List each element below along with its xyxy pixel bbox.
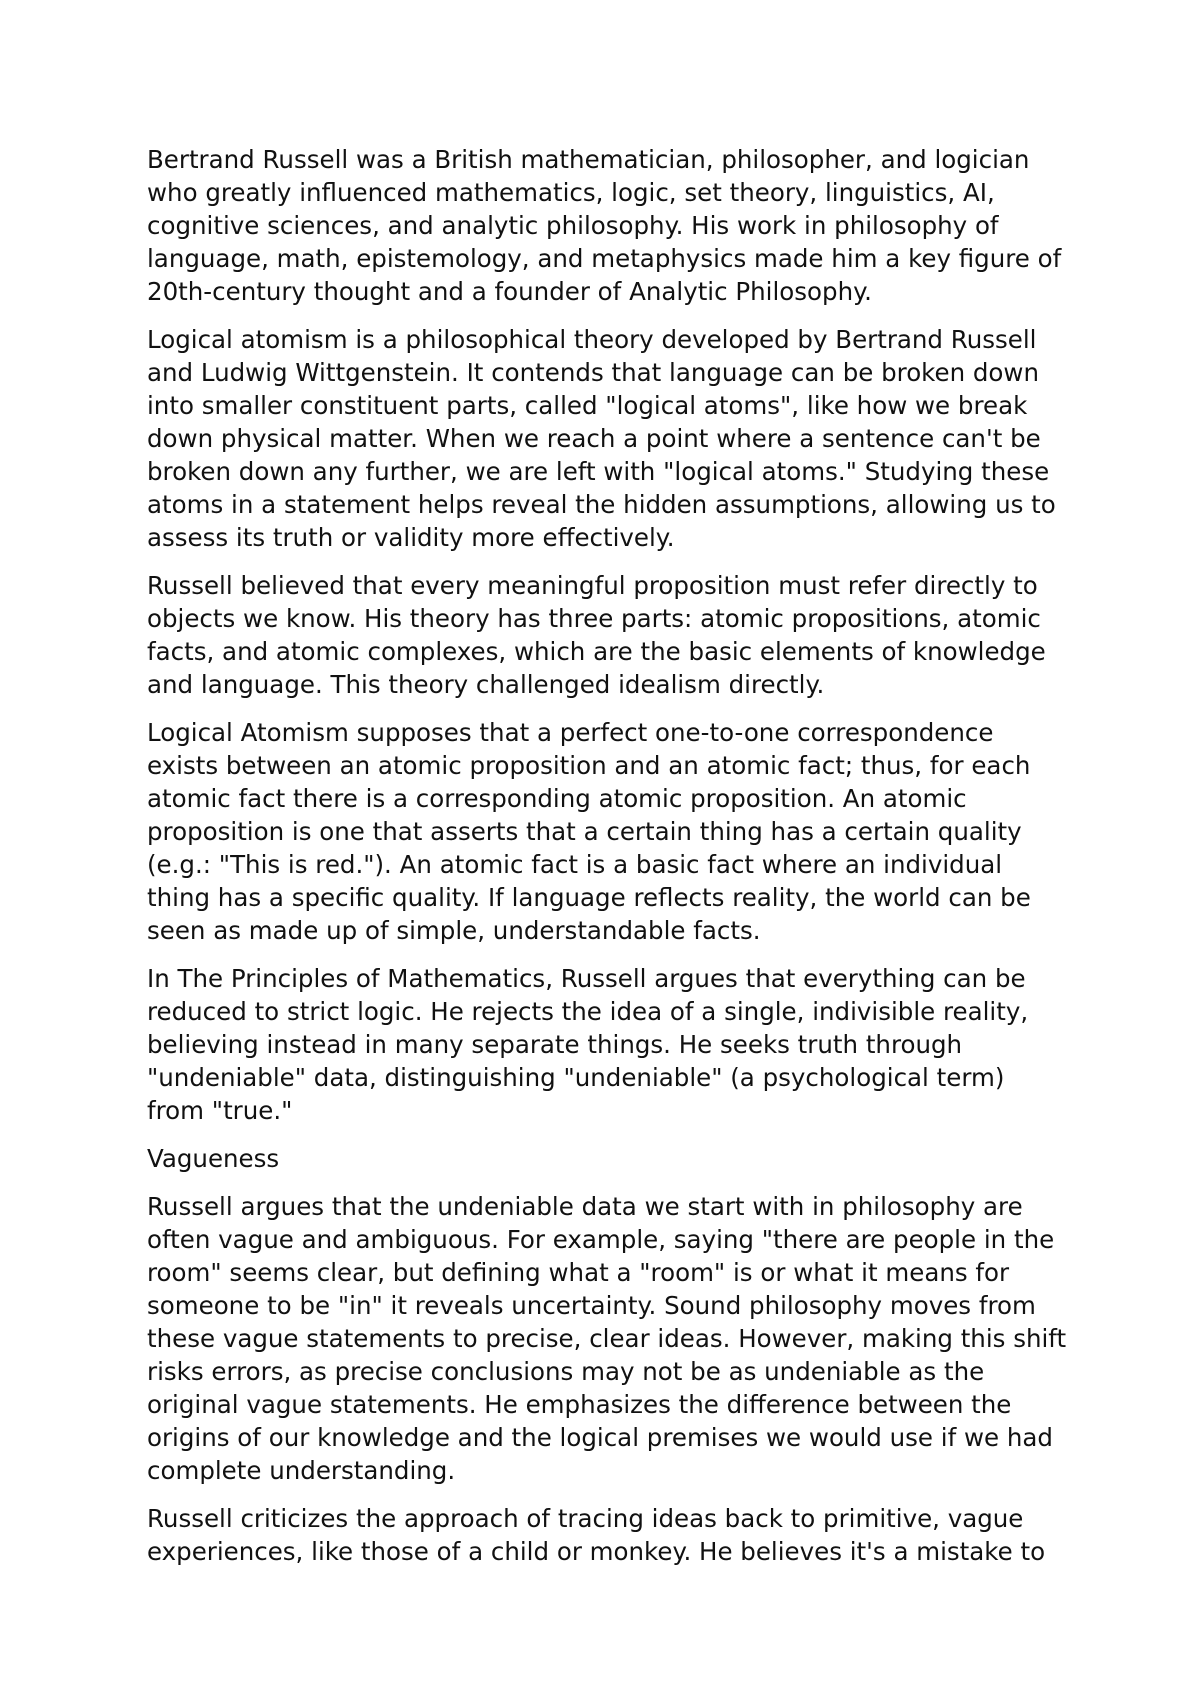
paragraph-primitive-experiences: Russell criticizes the approach of tracing ideas back to primitive, vague experiences, like those of a child or monkey. He believes it's a mistake to xyxy=(147,1504,1046,1566)
section-heading-vagueness: Vagueness xyxy=(147,1144,280,1173)
paragraph-correspondence: Logical Atomism supposes that a perfect one-to-one correspondence exists between an atomic proposition and an atomic fact; thus, for each atomic fact there is a corresponding atomic proposition. An atomic proposition is one that asserts that a certain thing has a certain quality (e.g.: "This is red."). An atomic fact is a basic fact where an individual thing has a specific quality. If language reflects reality, the world can be seen as made up of simple, understandable facts. xyxy=(147,718,1031,945)
paragraph-vagueness: Russell argues that the undeniable data we start with in philosophy are often vague and ambiguous. For example, saying "there are people in the room" seems clear, but defining what a "room" is or what it means for someone to be "in" it reveals uncertainty. Sound philosophy moves from these vague statements to precise, clear ideas. However, making this shift risks errors, as precise conclusions may not be as undeniable as the original vague statements. He emphasizes the difference between the origins of our knowledge and the logical premises we would use if we had complete understanding. xyxy=(147,1192,1067,1485)
document-body xyxy=(147,143,1067,1583)
paragraph-principles-of-mathematics: In The Principles of Mathematics, Russell argues that everything can be reduced to strict logic. He rejects the idea of a single, indivisible reality, believing instead in many separate things. He seeks truth through "undeniable" data, distinguishing "undeniable" (a psychological term) from "true." xyxy=(147,964,1029,1125)
paragraph-meaningful-proposition: Russell believed that every meaningful proposition must refer directly to objects we know. His theory has three parts: atomic propositions, atomic facts, and atomic complexes, which are the basic elements of knowledge and language. This theory challenged idealism directly. xyxy=(147,571,1046,699)
paragraph-intro: Bertrand Russell was a British mathematician, philosopher, and logician who greatly influenced mathematics, logic, set theory, linguistics, AI, cognitive sciences, and analytic philosophy. His work in philosophy of language, math, epistemology, and metaphysics made him a key figure of 20th-century thought and a founder of Analytic Philosophy. xyxy=(147,145,1062,306)
paragraph-logical-atomism: Logical atomism is a philosophical theory developed by Bertrand Russell and Ludwig Wittgenstein. It contends that language can be broken down into smaller constituent parts, called "logical atoms", like how we break down physical matter. When we reach a point where a sentence can't be broken down any further, we are left with "logical atoms." Studying these atoms in a statement helps reveal the hidden assumptions, allowing us to assess its truth or validity more effectively. xyxy=(147,325,1056,552)
